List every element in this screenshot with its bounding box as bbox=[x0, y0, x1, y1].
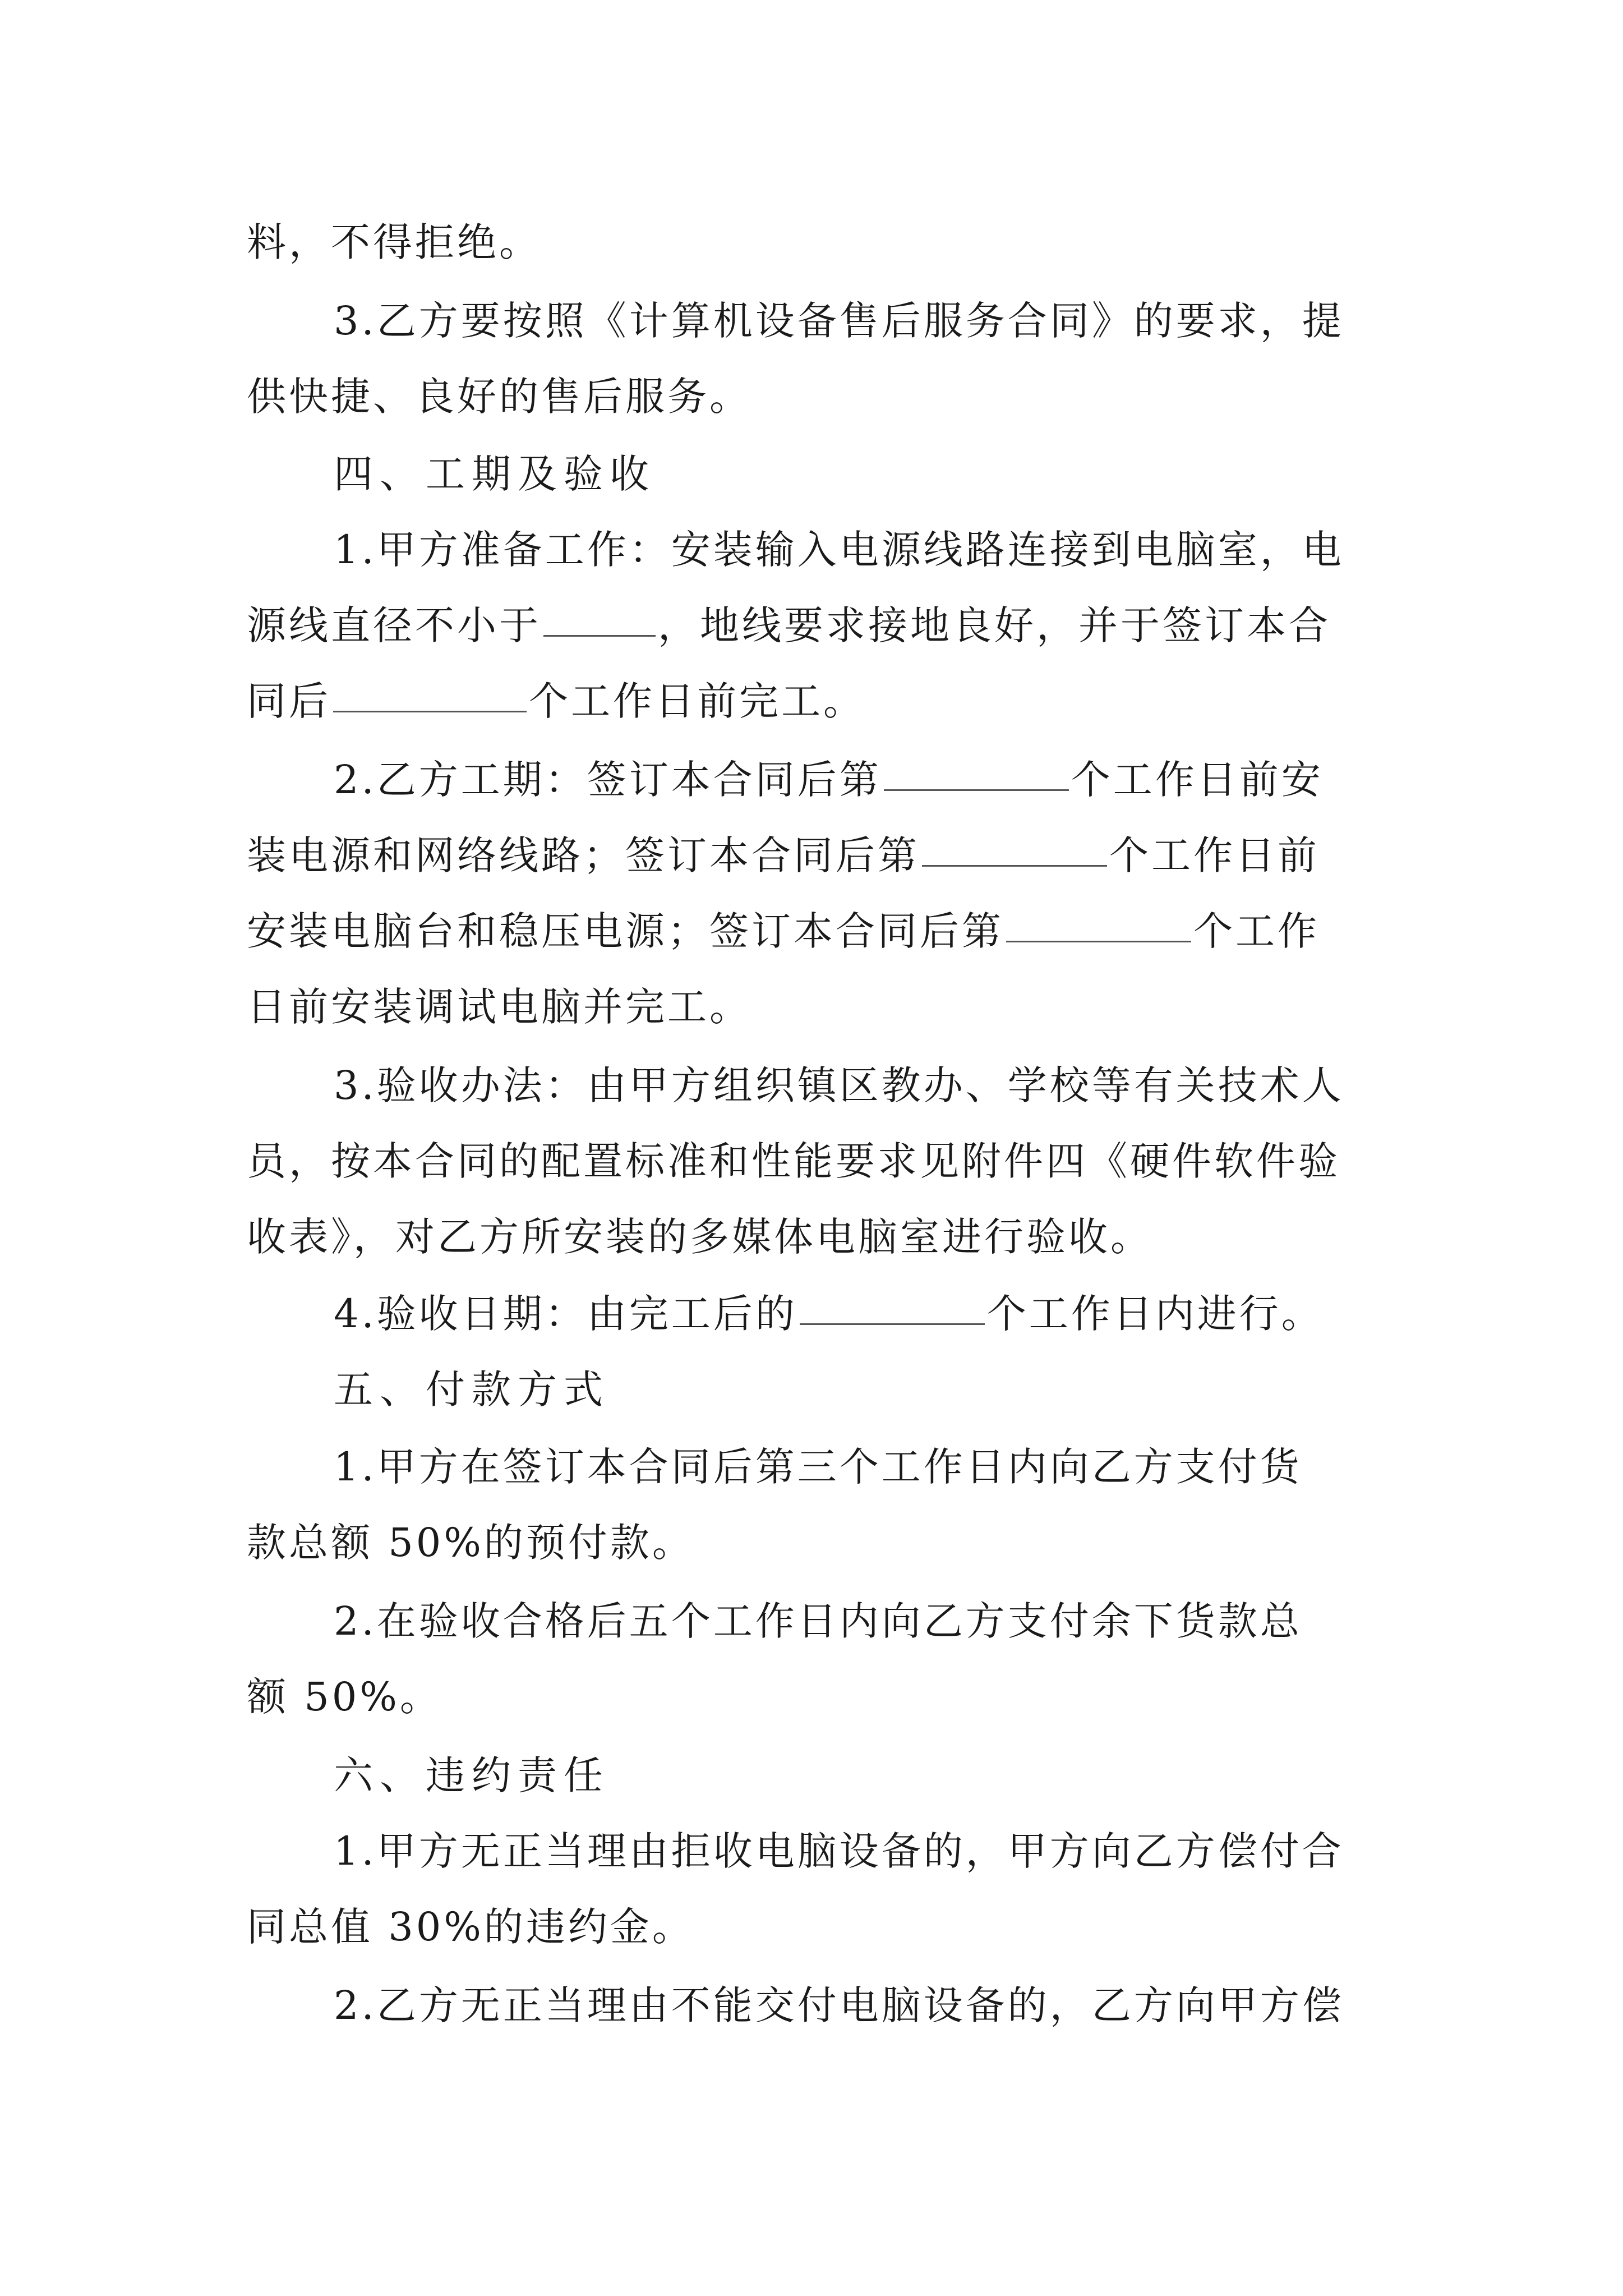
line-text: 供快捷、良好的售后服务。 bbox=[247, 374, 751, 420]
line-text: 3.验收办法：由甲方组织镇区教办、学校等有关技术人 bbox=[334, 1062, 1344, 1108]
line-text: 4.验收日期：由完工后的 bbox=[334, 1291, 797, 1337]
line-text: 2.乙方工期：签订本合同后第 bbox=[334, 757, 882, 803]
line-text: 个工作日前完工。 bbox=[529, 678, 865, 724]
paragraph-line bbox=[247, 1515, 1385, 1571]
line-text: 装电源和网络线路；签订本合同后第 bbox=[247, 832, 920, 878]
section-heading bbox=[334, 446, 1472, 502]
section-heading bbox=[334, 1747, 1472, 1803]
fill-in-blank[interactable] bbox=[543, 632, 656, 637]
paragraph-line bbox=[334, 1057, 1388, 1114]
line-text: 3.乙方要按照《计算机设备售后服务合同》的要求，提 bbox=[334, 298, 1344, 344]
line-text: 2.乙方无正当理由不能交付电脑设备的，乙方向甲方偿 bbox=[334, 1982, 1344, 2028]
line-text: 款总额 50%的预付款。 bbox=[247, 1520, 694, 1566]
section-heading bbox=[334, 1361, 1472, 1418]
fill-in-blank[interactable] bbox=[884, 786, 1069, 791]
fill-in-blank[interactable] bbox=[800, 1320, 985, 1325]
line-text: 同后 bbox=[247, 678, 331, 724]
paragraph-line bbox=[247, 673, 1385, 729]
fill-in-blank[interactable] bbox=[333, 707, 527, 712]
line-text: 员，按本合同的配置标准和性能要求见附件四《硬件软件验 bbox=[247, 1138, 1340, 1184]
paragraph-line bbox=[247, 903, 1385, 959]
line-text: 源线直径不小于 bbox=[247, 602, 541, 648]
paragraph-line bbox=[334, 522, 1388, 578]
paragraph-line bbox=[334, 752, 1388, 808]
paragraph-line bbox=[247, 369, 1385, 425]
line-text: 1.甲方在签订本合同后第三个工作日内向乙方支付货 bbox=[334, 1444, 1302, 1490]
paragraph-line bbox=[247, 214, 1385, 270]
paragraph-line bbox=[247, 1669, 1385, 1725]
line-text: 个工作 bbox=[1193, 908, 1320, 954]
paragraph-line bbox=[334, 1286, 1388, 1342]
paragraph-line bbox=[334, 1823, 1388, 1879]
line-text: 1.甲方无正当理由拒收电脑设备的，甲方向乙方偿付合 bbox=[334, 1828, 1344, 1874]
paragraph-line bbox=[334, 1977, 1388, 2033]
line-text: 日前安装调试电脑并完工。 bbox=[247, 984, 751, 1030]
line-text: ，地线要求接地良好，并于签订本合 bbox=[658, 602, 1331, 648]
heading-text: 四、工期及验收 bbox=[334, 451, 656, 497]
heading-text: 五、付款方式 bbox=[334, 1366, 610, 1412]
fill-in-blank[interactable] bbox=[922, 862, 1107, 867]
paragraph-line bbox=[247, 1209, 1385, 1265]
line-text: 安装电脑台和稳压电源；签订本合同后第 bbox=[247, 908, 1004, 954]
line-text: 个工作日内进行。 bbox=[986, 1291, 1324, 1337]
line-text: 2.在验收合格后五个工作日内向乙方支付余下货款总 bbox=[334, 1598, 1302, 1644]
paragraph-line bbox=[247, 1133, 1385, 1189]
line-text: 1.甲方准备工作：安装输入电源线路连接到电脑室，电 bbox=[334, 527, 1344, 573]
paragraph-line bbox=[334, 1439, 1388, 1495]
line-text: 同总值 30%的违约金。 bbox=[247, 1904, 694, 1950]
line-text: 个工作日前 bbox=[1109, 832, 1320, 878]
fill-in-blank[interactable] bbox=[1006, 937, 1191, 942]
heading-text: 六、违约责任 bbox=[334, 1752, 610, 1798]
paragraph-line bbox=[247, 979, 1385, 1035]
paragraph-line bbox=[334, 293, 1388, 349]
paragraph-line bbox=[247, 1899, 1385, 1955]
paragraph-line bbox=[247, 597, 1385, 654]
line-text: 料，不得拒绝。 bbox=[247, 219, 541, 265]
line-text: 个工作日前安 bbox=[1071, 757, 1324, 803]
line-text: 收表》，对乙方所安装的多媒体电脑室进行验收。 bbox=[247, 1214, 1152, 1260]
paragraph-line bbox=[334, 1593, 1388, 1649]
paragraph-line bbox=[247, 827, 1385, 884]
line-text: 额 50%。 bbox=[247, 1674, 442, 1720]
